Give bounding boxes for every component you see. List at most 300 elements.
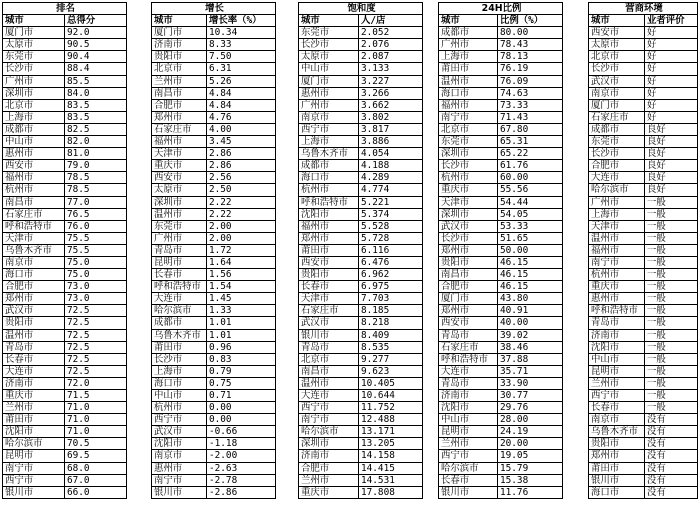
table-row bbox=[3, 329, 127, 341]
cell-value: 10.644 bbox=[359, 390, 423, 402]
cell-value: 一般 bbox=[645, 196, 698, 208]
cell-city: 深圳市 bbox=[439, 148, 498, 160]
cell-city: 上海市 bbox=[152, 365, 207, 377]
cell-value: 83.5 bbox=[65, 99, 127, 111]
cell-city: 呼和浩特市 bbox=[152, 281, 207, 293]
cell-value: 一般 bbox=[645, 390, 698, 402]
cell-city: 南昌市 bbox=[299, 365, 359, 377]
cell-city: 长沙市 bbox=[439, 232, 498, 244]
table-row bbox=[3, 87, 127, 99]
table-row bbox=[152, 474, 276, 486]
table-row bbox=[3, 123, 127, 135]
table-row bbox=[299, 63, 423, 75]
cell-value: 82.0 bbox=[65, 136, 127, 148]
table-row bbox=[589, 123, 698, 135]
cell-city: 南昌市 bbox=[439, 269, 498, 281]
header-row bbox=[299, 15, 423, 27]
cell-value: 3.662 bbox=[359, 99, 423, 111]
table-row bbox=[299, 474, 423, 486]
cell-value: 66.0 bbox=[65, 486, 127, 498]
table-row bbox=[589, 51, 698, 63]
table-row bbox=[152, 148, 276, 160]
table-row bbox=[152, 232, 276, 244]
cell-value: 72.5 bbox=[65, 329, 127, 341]
cell-value: 4.00 bbox=[207, 123, 276, 135]
table-row bbox=[299, 123, 423, 135]
cell-city: 厦门市 bbox=[439, 293, 498, 305]
panel-ranking bbox=[2, 2, 127, 499]
cell-value: 75.5 bbox=[65, 232, 127, 244]
cell-city: 郑州市 bbox=[439, 244, 498, 256]
cell-city: 石家庄市 bbox=[152, 123, 207, 135]
table-row bbox=[439, 414, 563, 426]
table-row bbox=[439, 27, 563, 39]
table-row bbox=[152, 160, 276, 172]
cell-value: 11.752 bbox=[359, 402, 423, 414]
cell-value: 77.0 bbox=[65, 196, 127, 208]
cell-city: 西宁市 bbox=[439, 450, 498, 462]
cell-city: 南京市 bbox=[589, 414, 645, 426]
cell-city: 重庆市 bbox=[3, 390, 65, 402]
cell-city: 深圳市 bbox=[152, 196, 207, 208]
cell-city: 中山市 bbox=[152, 390, 207, 402]
cell-city: 乌鲁木齐市 bbox=[299, 148, 359, 160]
cell-value: 72.5 bbox=[65, 341, 127, 353]
cell-value: 一般 bbox=[645, 377, 698, 389]
table-row bbox=[3, 244, 127, 256]
cell-city: 沈阳市 bbox=[152, 438, 207, 450]
cell-city: 南昌市 bbox=[152, 87, 207, 99]
cell-city: 南昌市 bbox=[3, 196, 65, 208]
table-row bbox=[589, 293, 698, 305]
table-row bbox=[589, 365, 698, 377]
cell-value: 没有 bbox=[645, 426, 698, 438]
saturation-table bbox=[298, 2, 423, 499]
cell-city: 中山市 bbox=[589, 353, 645, 365]
cell-value: 33.90 bbox=[498, 377, 563, 389]
table-row bbox=[3, 232, 127, 244]
cell-value: 85.5 bbox=[65, 75, 127, 87]
cell-value: 43.80 bbox=[498, 293, 563, 305]
cell-value: 一般 bbox=[645, 353, 698, 365]
cell-value: 2.22 bbox=[207, 196, 276, 208]
table-row bbox=[152, 329, 276, 341]
cell-value: 61.76 bbox=[498, 160, 563, 172]
business-env-table bbox=[588, 2, 698, 499]
cell-city: 沈阳市 bbox=[299, 208, 359, 220]
table-row bbox=[439, 63, 563, 75]
table-row bbox=[3, 341, 127, 353]
cell-value: 一般 bbox=[645, 208, 698, 220]
table-row bbox=[152, 317, 276, 329]
table-row bbox=[299, 160, 423, 172]
cell-city: 长春市 bbox=[299, 281, 359, 293]
table-row bbox=[152, 341, 276, 353]
cell-value: 50.00 bbox=[498, 244, 563, 256]
cell-value: 67.0 bbox=[65, 474, 127, 486]
header-city: 城市 bbox=[152, 15, 207, 27]
table-row bbox=[439, 390, 563, 402]
cell-value: 2.56 bbox=[207, 172, 276, 184]
table-row bbox=[299, 39, 423, 51]
cell-value: 1.01 bbox=[207, 317, 276, 329]
table-title-row bbox=[299, 3, 423, 15]
cell-value: 80.00 bbox=[498, 27, 563, 39]
panel-title: 增长 bbox=[152, 3, 276, 15]
cell-value: 53.33 bbox=[498, 220, 563, 232]
table-row bbox=[3, 136, 127, 148]
cell-city: 兰州市 bbox=[589, 377, 645, 389]
cell-value: 4.289 bbox=[359, 172, 423, 184]
panel-business-env bbox=[588, 2, 698, 499]
cell-city: 南京市 bbox=[589, 87, 645, 99]
cell-value: 一般 bbox=[645, 317, 698, 329]
ranking-table bbox=[2, 2, 127, 499]
cell-city: 大连市 bbox=[299, 390, 359, 402]
cell-value: 69.5 bbox=[65, 450, 127, 462]
cell-value: 4.84 bbox=[207, 99, 276, 111]
table-row bbox=[299, 75, 423, 87]
cell-city: 杭州市 bbox=[152, 402, 207, 414]
table-row bbox=[299, 305, 423, 317]
cell-value: 65.31 bbox=[498, 136, 563, 148]
cell-city: 北京市 bbox=[589, 51, 645, 63]
cell-value: 3.227 bbox=[359, 75, 423, 87]
cell-value: 9.277 bbox=[359, 353, 423, 365]
cell-city: 长春市 bbox=[3, 353, 65, 365]
cell-value: 30.77 bbox=[498, 390, 563, 402]
table-row bbox=[439, 232, 563, 244]
cell-city: 西安市 bbox=[3, 160, 65, 172]
table-row bbox=[3, 474, 127, 486]
cell-city: 长沙市 bbox=[3, 63, 65, 75]
table-row bbox=[589, 63, 698, 75]
cell-value: 8.185 bbox=[359, 305, 423, 317]
table-row bbox=[439, 462, 563, 474]
cell-city: 福州市 bbox=[152, 136, 207, 148]
cell-city: 海口市 bbox=[152, 377, 207, 389]
cell-city: 长春市 bbox=[589, 402, 645, 414]
table-row bbox=[589, 184, 698, 196]
cell-value: 24.19 bbox=[498, 426, 563, 438]
cell-value: 3.886 bbox=[359, 136, 423, 148]
cell-value: 2.86 bbox=[207, 160, 276, 172]
table-row bbox=[589, 256, 698, 268]
cell-city: 莆田市 bbox=[589, 462, 645, 474]
cell-value: 8.409 bbox=[359, 329, 423, 341]
table-row bbox=[152, 99, 276, 111]
cell-city: 上海市 bbox=[299, 136, 359, 148]
cell-value: 84.0 bbox=[65, 87, 127, 99]
cell-value: 没有 bbox=[645, 486, 698, 498]
cell-city: 西安市 bbox=[299, 256, 359, 268]
cell-city: 惠州市 bbox=[589, 293, 645, 305]
cell-city: 长春市 bbox=[152, 269, 207, 281]
header-value: 业者评价 bbox=[645, 15, 698, 27]
cell-value: 74.63 bbox=[498, 87, 563, 99]
table-row bbox=[589, 426, 698, 438]
table-row bbox=[589, 317, 698, 329]
header-city: 城市 bbox=[589, 15, 645, 27]
table-row bbox=[152, 244, 276, 256]
table-row bbox=[3, 256, 127, 268]
table-row bbox=[152, 353, 276, 365]
cell-value: 良好 bbox=[645, 172, 698, 184]
cell-city: 乌鲁木齐市 bbox=[589, 426, 645, 438]
cell-city: 深圳市 bbox=[299, 438, 359, 450]
cell-city: 郑州市 bbox=[439, 305, 498, 317]
table-row bbox=[152, 450, 276, 462]
cell-value: 76.0 bbox=[65, 220, 127, 232]
cell-value: 72.0 bbox=[65, 377, 127, 389]
cell-city: 西安市 bbox=[589, 27, 645, 39]
table-row bbox=[152, 136, 276, 148]
cell-city: 上海市 bbox=[3, 111, 65, 123]
header-value: 比例（%） bbox=[498, 15, 563, 27]
table-row bbox=[439, 402, 563, 414]
cell-city: 哈尔滨市 bbox=[589, 184, 645, 196]
table-row bbox=[152, 256, 276, 268]
table-row bbox=[152, 220, 276, 232]
table-row bbox=[299, 414, 423, 426]
cell-value: 46.15 bbox=[498, 256, 563, 268]
cell-city: 广州市 bbox=[439, 39, 498, 51]
table-row bbox=[589, 160, 698, 172]
cell-city: 天津市 bbox=[299, 293, 359, 305]
cell-city: 呼和浩特市 bbox=[589, 305, 645, 317]
table-row bbox=[152, 111, 276, 123]
table-row bbox=[152, 305, 276, 317]
cell-city: 杭州市 bbox=[3, 184, 65, 196]
cell-city: 济南市 bbox=[299, 450, 359, 462]
cell-value: 71.43 bbox=[498, 111, 563, 123]
cell-value: 4.84 bbox=[207, 87, 276, 99]
cell-value: 0.00 bbox=[207, 402, 276, 414]
table-row bbox=[589, 220, 698, 232]
cell-value: 好 bbox=[645, 99, 698, 111]
cell-value: 17.808 bbox=[359, 486, 423, 498]
cell-value: 1.72 bbox=[207, 244, 276, 256]
cell-value: 71.0 bbox=[65, 414, 127, 426]
table-row bbox=[152, 426, 276, 438]
cell-value: 4.188 bbox=[359, 160, 423, 172]
cell-city: 莆田市 bbox=[152, 341, 207, 353]
table-row bbox=[152, 208, 276, 220]
panel-24h bbox=[438, 2, 563, 499]
growth-table bbox=[151, 2, 276, 499]
cell-value: 73.0 bbox=[65, 281, 127, 293]
cell-city: 石家庄市 bbox=[589, 111, 645, 123]
table-row bbox=[439, 281, 563, 293]
cell-value: 一般 bbox=[645, 281, 698, 293]
table-row bbox=[299, 244, 423, 256]
cell-city: 合肥市 bbox=[3, 281, 65, 293]
cell-value: 12.488 bbox=[359, 414, 423, 426]
cell-city: 呼和浩特市 bbox=[299, 196, 359, 208]
table-row bbox=[299, 256, 423, 268]
cell-value: 2.00 bbox=[207, 232, 276, 244]
table-row bbox=[152, 414, 276, 426]
cell-value: 0.75 bbox=[207, 377, 276, 389]
cell-value: 一般 bbox=[645, 305, 698, 317]
cell-city: 北京市 bbox=[299, 353, 359, 365]
cell-value: 82.5 bbox=[65, 123, 127, 135]
table-row bbox=[589, 148, 698, 160]
table-row bbox=[439, 39, 563, 51]
cell-value: 76.09 bbox=[498, 75, 563, 87]
cell-city: 南京市 bbox=[152, 450, 207, 462]
cell-value: 6.962 bbox=[359, 269, 423, 281]
cell-city: 深圳市 bbox=[3, 87, 65, 99]
table-row bbox=[439, 341, 563, 353]
table-row bbox=[299, 426, 423, 438]
table-row bbox=[439, 486, 563, 498]
cell-city: 成都市 bbox=[439, 27, 498, 39]
table-row bbox=[299, 51, 423, 63]
cell-city: 呼和浩特市 bbox=[3, 220, 65, 232]
table-title-row bbox=[439, 3, 563, 15]
table-row bbox=[439, 256, 563, 268]
cell-city: 温州市 bbox=[439, 75, 498, 87]
table-row bbox=[589, 136, 698, 148]
table-row bbox=[589, 208, 698, 220]
cell-city: 合肥市 bbox=[439, 281, 498, 293]
table-row bbox=[439, 353, 563, 365]
cell-value: 46.15 bbox=[498, 269, 563, 281]
cell-value: 良好 bbox=[645, 123, 698, 135]
cell-city: 合肥市 bbox=[299, 462, 359, 474]
cell-city: 郑州市 bbox=[3, 293, 65, 305]
table-row bbox=[3, 111, 127, 123]
cell-value: 8.33 bbox=[207, 39, 276, 51]
cell-city: 银川市 bbox=[439, 486, 498, 498]
cell-city: 莆田市 bbox=[439, 63, 498, 75]
cell-city: 莆田市 bbox=[3, 414, 65, 426]
cell-value: 35.71 bbox=[498, 365, 563, 377]
cell-city: 武汉市 bbox=[299, 317, 359, 329]
cell-city: 青岛市 bbox=[439, 377, 498, 389]
table-row bbox=[439, 317, 563, 329]
cell-value: 54.44 bbox=[498, 196, 563, 208]
cell-value: 良好 bbox=[645, 148, 698, 160]
cell-value: 88.4 bbox=[65, 63, 127, 75]
table-row bbox=[299, 317, 423, 329]
table-row bbox=[3, 414, 127, 426]
cell-value: 3.802 bbox=[359, 111, 423, 123]
cell-city: 济南市 bbox=[439, 390, 498, 402]
cell-value: 78.43 bbox=[498, 39, 563, 51]
table-row bbox=[439, 184, 563, 196]
cell-value: 55.56 bbox=[498, 184, 563, 196]
cell-value: 0.96 bbox=[207, 341, 276, 353]
cell-city: 青岛市 bbox=[299, 341, 359, 353]
header-value: 人/店 bbox=[359, 15, 423, 27]
cell-city: 东莞市 bbox=[299, 27, 359, 39]
cell-value: 46.15 bbox=[498, 281, 563, 293]
ratio-24h-table bbox=[438, 2, 563, 499]
cell-city: 北京市 bbox=[152, 63, 207, 75]
table-row bbox=[3, 293, 127, 305]
table-row bbox=[439, 172, 563, 184]
cell-value: 1.01 bbox=[207, 329, 276, 341]
cell-value: 40.00 bbox=[498, 317, 563, 329]
cell-value: 2.22 bbox=[207, 208, 276, 220]
cell-city: 西宁市 bbox=[152, 414, 207, 426]
table-row bbox=[152, 123, 276, 135]
cell-value: 72.5 bbox=[65, 365, 127, 377]
table-row bbox=[299, 208, 423, 220]
cell-city: 厦门市 bbox=[589, 99, 645, 111]
cell-value: 一般 bbox=[645, 244, 698, 256]
cell-city: 乌鲁木齐市 bbox=[152, 329, 207, 341]
table-row bbox=[152, 172, 276, 184]
cell-city: 中山市 bbox=[439, 414, 498, 426]
cell-city: 郑州市 bbox=[299, 232, 359, 244]
cell-city: 济南市 bbox=[152, 39, 207, 51]
cell-value: 11.76 bbox=[498, 486, 563, 498]
cell-city: 南宁市 bbox=[299, 414, 359, 426]
table-row bbox=[299, 365, 423, 377]
table-row bbox=[3, 426, 127, 438]
cell-city: 哈尔滨市 bbox=[299, 426, 359, 438]
cell-city: 银川市 bbox=[152, 486, 207, 498]
cell-city: 天津市 bbox=[152, 148, 207, 160]
table-row bbox=[3, 486, 127, 498]
table-row bbox=[152, 51, 276, 63]
cell-value: 13.171 bbox=[359, 426, 423, 438]
table-row bbox=[299, 196, 423, 208]
cell-city: 太原市 bbox=[299, 51, 359, 63]
cell-value: 一般 bbox=[645, 256, 698, 268]
table-row bbox=[439, 329, 563, 341]
table-row bbox=[299, 377, 423, 389]
cell-value: 72.5 bbox=[65, 317, 127, 329]
table-row bbox=[152, 438, 276, 450]
cell-city: 石家庄市 bbox=[299, 305, 359, 317]
cell-value: 3.133 bbox=[359, 63, 423, 75]
panel-growth bbox=[151, 2, 276, 499]
cell-city: 太原市 bbox=[589, 39, 645, 51]
cell-value: 没有 bbox=[645, 438, 698, 450]
cell-value: 0.00 bbox=[207, 414, 276, 426]
cell-value: 19.05 bbox=[498, 450, 563, 462]
table-row bbox=[152, 39, 276, 51]
cell-city: 海口市 bbox=[589, 486, 645, 498]
cell-value: 78.13 bbox=[498, 51, 563, 63]
cell-value: 0.83 bbox=[207, 353, 276, 365]
cell-city: 武汉市 bbox=[589, 75, 645, 87]
table-row bbox=[152, 365, 276, 377]
cell-value: 一般 bbox=[645, 365, 698, 377]
cell-city: 长沙市 bbox=[152, 353, 207, 365]
cell-value: 37.88 bbox=[498, 353, 563, 365]
cell-value: 2.00 bbox=[207, 220, 276, 232]
cell-value: 9.623 bbox=[359, 365, 423, 377]
cell-city: 兰州市 bbox=[152, 75, 207, 87]
cell-value: 一般 bbox=[645, 232, 698, 244]
cell-value: 90.4 bbox=[65, 51, 127, 63]
cell-value: 1.54 bbox=[207, 281, 276, 293]
table-row bbox=[299, 99, 423, 111]
table-row bbox=[152, 402, 276, 414]
cell-city: 西宁市 bbox=[589, 390, 645, 402]
cell-city: 杭州市 bbox=[299, 184, 359, 196]
table-row bbox=[439, 111, 563, 123]
cell-city: 大连市 bbox=[152, 293, 207, 305]
cell-value: 一般 bbox=[645, 269, 698, 281]
cell-value: -0.66 bbox=[207, 426, 276, 438]
cell-value: 78.5 bbox=[65, 172, 127, 184]
